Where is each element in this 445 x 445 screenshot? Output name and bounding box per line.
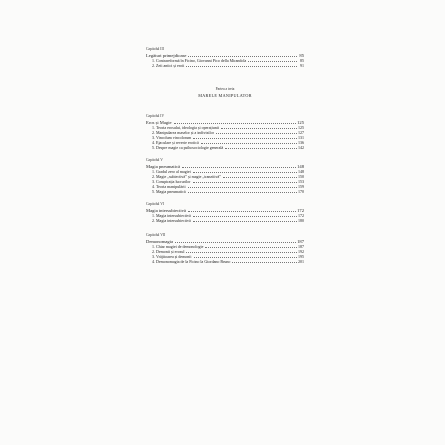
entry-title: Teoria manipulării — [156, 184, 186, 189]
entry-number: 3. — [152, 179, 155, 184]
entry-number: 1. — [152, 213, 155, 218]
entry-title: Magia intersubiectivă — [156, 213, 191, 218]
dot-leader — [188, 56, 297, 57]
entry-number: 1. — [152, 244, 155, 249]
dot-leader — [186, 252, 297, 253]
entry-title: Despre magie ca psihosociologie generală — [156, 145, 224, 150]
entry-number: 4. — [152, 140, 155, 145]
dot-leader — [193, 221, 297, 222]
page-number: 91 — [300, 63, 304, 68]
dot-leader — [205, 247, 297, 248]
entry-title: Demonii și erosul — [156, 249, 185, 254]
entry-title: Magia intersubiectivă — [156, 218, 191, 223]
part-label: Partea a treia — [215, 87, 235, 91]
dot-leader — [216, 133, 297, 134]
entry-title: Gradul zero al magiei — [156, 169, 191, 174]
page-number: 85 — [300, 58, 304, 63]
entry-title: Conspirația lucrurilor — [156, 179, 191, 184]
page-number: 159 — [298, 184, 304, 189]
page-number: 172 — [298, 213, 304, 218]
dot-leader — [182, 167, 296, 168]
page-number: 180 — [298, 218, 304, 223]
dot-leader — [188, 187, 297, 188]
chapter-title: Magia intersubiectivă — [146, 208, 186, 213]
entry-number: 2. — [152, 130, 155, 135]
part-title: MARELE MANIPULATOR — [198, 93, 252, 98]
page-number: 192 — [298, 249, 304, 254]
dot-leader — [193, 216, 297, 217]
entry-title: Zeii antici și eroii — [156, 63, 185, 68]
chapter-label: Capitolul IV — [146, 114, 165, 118]
entry-number: 4. — [152, 259, 155, 264]
chapter-title: Magia pneumatică — [146, 164, 181, 169]
dot-leader — [232, 262, 297, 263]
toc-entry — [152, 64, 304, 69]
entry-title: Demonomagia de la Ficino la Giordano Bruno — [156, 259, 231, 264]
entry-title: Contrareformă în Ficino, Giovanni Pico della Mirandola — [156, 58, 247, 63]
page-number: 125 — [297, 120, 304, 125]
entry-number: 5. — [152, 145, 155, 150]
page-number: 85 — [299, 53, 304, 58]
dot-leader — [186, 66, 297, 67]
entry-number: 2. — [152, 63, 155, 68]
entry-number: 2. — [152, 218, 155, 223]
page-number: 131 — [298, 135, 304, 140]
dot-leader — [188, 211, 296, 212]
page-number: 187 — [298, 244, 304, 249]
entry-title: Ejaculare și reverie erotică — [156, 140, 199, 145]
dot-leader — [175, 242, 296, 243]
chapter-title: Legături primejdioase — [146, 53, 187, 58]
page-number: 172 — [297, 208, 304, 213]
page-number: 127 — [298, 130, 304, 135]
entry-number: 3. — [152, 254, 155, 259]
dot-leader — [223, 177, 297, 178]
dot-leader — [174, 123, 297, 124]
dot-leader — [188, 192, 297, 193]
toc-entry — [152, 260, 304, 265]
toc-entry — [152, 146, 304, 151]
entry-number: 4. — [152, 184, 155, 189]
chapter-title: Demonomagia — [146, 239, 174, 244]
page-number: 195 — [298, 254, 304, 259]
entry-number: 2. — [152, 174, 155, 179]
page-number: 187 — [297, 239, 304, 244]
chapter-label: Capitolul V — [146, 158, 163, 162]
page-number: 125 — [298, 125, 304, 130]
entry-title: Magia pneumatică — [156, 189, 186, 194]
entry-number: 3. — [152, 135, 155, 140]
toc-entry — [152, 190, 304, 195]
dot-leader — [248, 61, 297, 62]
entry-number: 1. — [152, 125, 155, 130]
entry-title: Magie „subiectivă” și magie „tranzitivă” — [156, 174, 222, 179]
entry-title: Vincolum vincolorum — [156, 135, 192, 140]
entry-number: 1. — [152, 58, 155, 63]
page-number: 170 — [298, 189, 304, 194]
dot-leader — [221, 128, 297, 129]
toc-entry — [152, 219, 304, 224]
chapter-label: Capitolul VII — [146, 233, 166, 237]
page-number: 148 — [297, 164, 304, 169]
dot-leader — [193, 182, 297, 183]
page-number: 150 — [298, 174, 304, 179]
page-number: 153 — [298, 179, 304, 184]
chapter-title: Eros și Magie — [146, 120, 172, 125]
dot-leader — [225, 148, 297, 149]
page-number: 148 — [298, 169, 304, 174]
entry-number: 2. — [152, 249, 155, 254]
page-number: 136 — [298, 140, 304, 145]
chapter-label: Capitolul VI — [146, 202, 165, 206]
entry-title: Teoria erosului, ideologia și operațiunii — [156, 125, 219, 130]
page-number: 142 — [298, 145, 304, 150]
entry-title: Manipularea maselor și a indivizilor — [156, 130, 214, 135]
chapter-label: Capitolul III — [146, 47, 164, 51]
dot-leader — [193, 138, 297, 139]
entry-number: 5. — [152, 189, 155, 194]
page-number: 201 — [298, 259, 304, 264]
entry-number: 1. — [152, 169, 155, 174]
entry-title: Chiar magiei de demonologie — [156, 244, 204, 249]
entry-title: Vrăjitoarea și demonii — [156, 254, 192, 259]
